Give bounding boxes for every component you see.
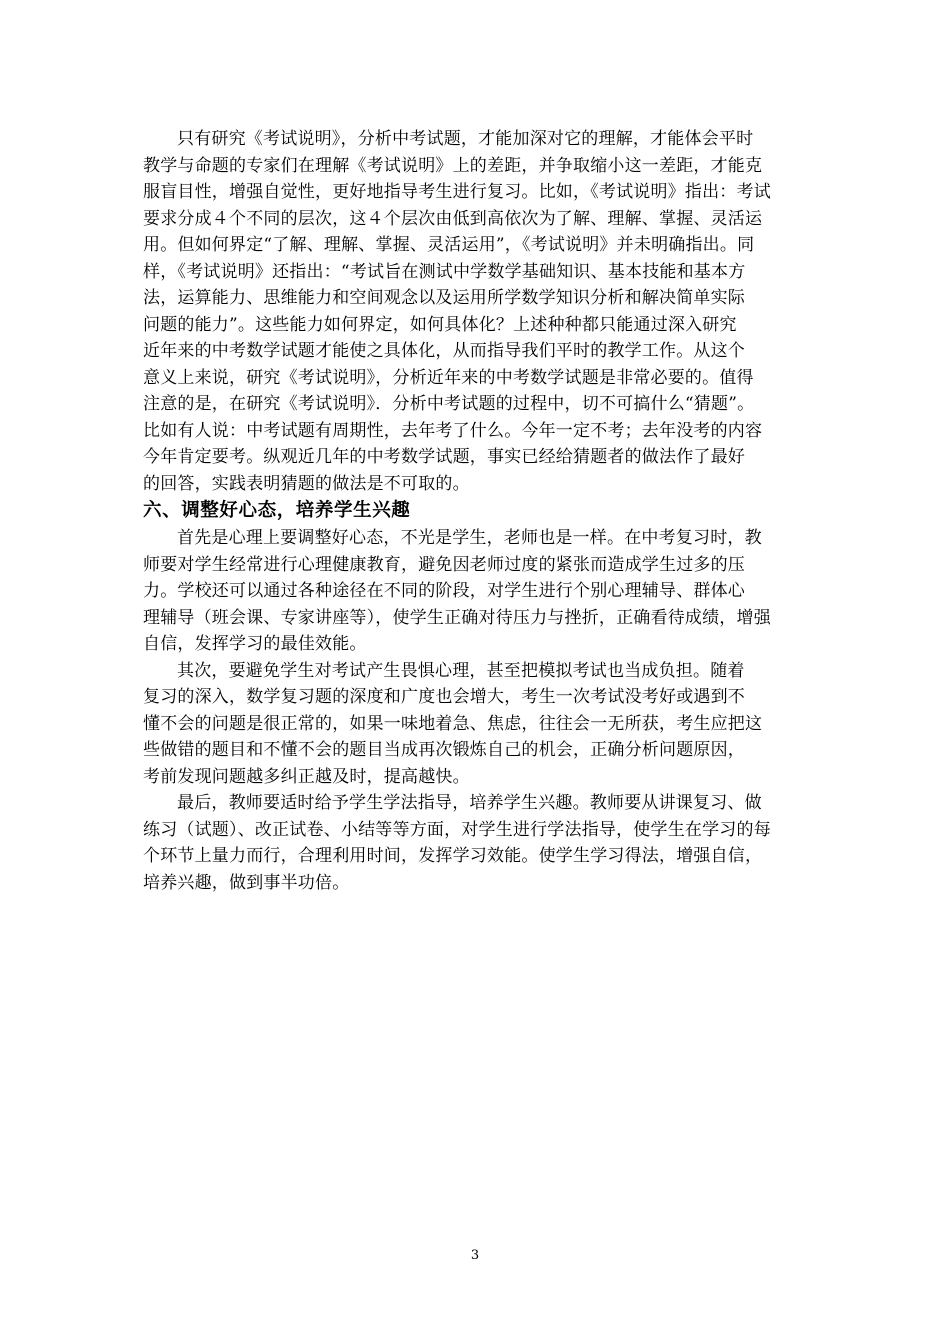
body-paragraph: 其次，要避免学生对考试产生畏惧心理，甚至把模拟考试也当成负担。随着 复习的深入，数学复习题的深度和广度也会增大，考生一次考试没考好或遇到不 懂不会的问题是很正常的，如果一味地着急、焦虑，往往会一无所获，考生应把这 些做错的题目和不懂不会的题目当成再次锻炼自己的机会，正确分析问题原因， 考前发现问题越多纠正越及时，提高越快。: [143, 660, 763, 787]
page-number: 3: [470, 1248, 480, 1263]
section-heading: 六、调整好心态，培养学生兴趣: [143, 500, 411, 521]
body-paragraph: 首先是心理上要调整好心态，不光是学生，老师也是一样。在中考复习时，教 师要对学生经常进行心理健康教育，避免因老师过度的紧张而造成学生过多的压 力。学校还可以通过各种途径在不同的阶段，对学生进行个别心理辅导、群体心 理辅导（班会课、专家讲座等），使学生正确对待压力与挫折，正确看待成绩，增强 自信，发挥学习的最佳效能。: [143, 528, 771, 654]
body-paragraph: 最后，教师要适时给予学生学法指导，培养学生兴趣。教师要从讲课复习、做 练习（试题）、改正试卷、小结等等方面，对学生进行学法指导，使学生在学习的每 个环节上量力而行，合理利用时间，发挥学习效能。使学生学习得法，增强自信， 培养兴趣，做到事半功倍。: [143, 793, 771, 893]
page-content: [143, 126, 810, 896]
body-paragraph: 只有研究《考试说明》，分析中考试题，才能加深对它的理解，才能体会平时 教学与命题的专家们在理解《考试说明》上的差距，并争取缩小这一差距，才能克 服盲目性，增强自觉性，更好地指导考生进行复习。比如，《考试说明》指出：考试 要求分成４个不同的层次，这４个层次由低到高依次为了解、理解、掌握、灵活运 用。但如何界定“了解、理解、掌握、灵活运用”，《考试说明》并未明确指出。同 样，《考试说明》还指出：“考试旨在测试中学数学基础知识、基本技能和基本方 法，运算能力、思维能力和空间观念以及运用所学数学知识分析和解决简单实际 问题的能力”。这些能力如何界定，如何具体化？上述种种都只能通过深入研究 近年来的中考数学试题才能使之具体化，从而指导我们平时的教学工作。从这个 意义上来说，研究《考试说明》，分析近年来的中考数学试题是非常必要的。值得 注意的是，在研究《考试说明》．分析中考试题的过程中，切不可搞什么“猜题”。 比如有人说：中考试题有周期性，去年考了什么。今年一定不考；去年没考的内容 今年肯定要考。纵观近几年的中考数学试题，事实已经给猜题者的做法作了最好 的回答，实践表明猜题的做法是不可取的。: [143, 129, 771, 494]
